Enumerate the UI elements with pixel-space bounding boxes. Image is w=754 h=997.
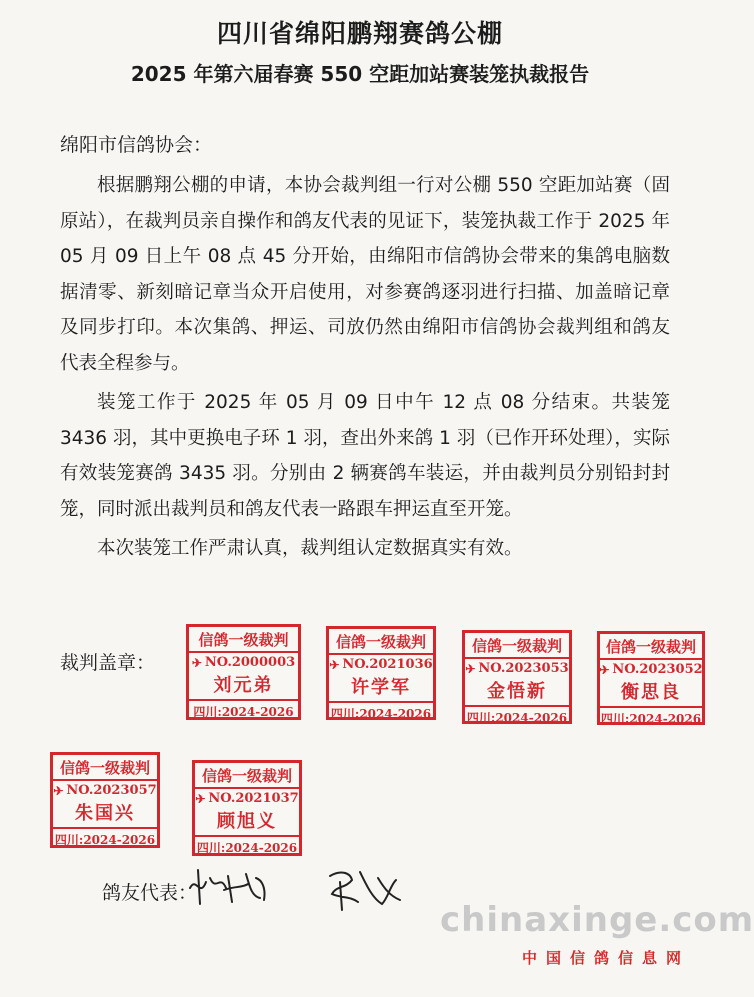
stamp-number: NO.2023053 — [478, 661, 569, 676]
pigeon-icon: ✈ — [195, 791, 206, 806]
pigeon-icon: ✈ — [191, 655, 202, 670]
stamp-number: NO.2000003 — [204, 655, 296, 670]
handwritten-signatures — [190, 858, 450, 918]
salutation: 绵阳市信鸽协会： — [60, 134, 213, 156]
referee-stamp — [50, 752, 160, 848]
stamp-heading: 信鸽一级裁判 — [53, 755, 157, 781]
stamp-name: 朱国兴 — [75, 803, 135, 824]
stamp-name: 金悟新 — [487, 681, 547, 702]
referee-stamp — [462, 630, 572, 724]
report-body — [60, 168, 670, 571]
referee-stamp — [597, 631, 705, 725]
stamp-footer: 四川:2024-2026 — [53, 827, 157, 850]
pigeon-icon: ✈ — [329, 657, 340, 672]
pigeon-icon: ✈ — [53, 783, 64, 798]
site-watermark: chinaxinge.com — [440, 900, 754, 940]
stamp-heading: 信鸽一级裁判 — [329, 629, 433, 655]
stamp-name: 衡思良 — [621, 682, 681, 703]
stamp-footer: 四川:2024-2026 — [195, 835, 299, 858]
referee-stamp — [326, 626, 436, 720]
page-title: 四川省绵阳鹏翔赛鸽公棚 — [216, 19, 503, 48]
stamp-number: NO.2021037 — [208, 791, 299, 806]
stamp-heading: 信鸽一级裁判 — [189, 627, 298, 653]
pigeon-icon: ✈ — [465, 661, 476, 676]
site-watermark-chinese: 中国信鸽信息网 — [522, 949, 691, 967]
referee-stamp — [186, 624, 301, 720]
referee-stamp — [192, 760, 302, 856]
paragraph: 装笼工作于 2025 年 05 月 09 日中午 12 点 08 分结束。共装笼 3436 羽，其中更换电子环 1 羽，查出外来鸽 1 羽（已作开环处理），实际有效装笼赛鸽 3435 羽。分别由 2 辆赛鸽车装运，并由裁判员分别铅封封笼，同时派出裁判员和鸽友代表一路跟车押运直至开笼。 — [60, 392, 670, 520]
stamp-heading: 信鸽一级裁判 — [195, 763, 299, 789]
paragraph: 根据鹏翔公棚的申请，本协会裁判组一行对公棚 550 空距加站赛（固原站），在裁判员亲自操作和鸽友代表的见证下，装笼执裁工作于 2025 年 05 月 09 日上午 08 点 45 分开始，由绵阳市信鸽协会带来的集鸽电脑数据清零、新刻暗记章当众开启使用，对参赛鸽逐羽进行扫描、加盖暗记章及同步打印。本次集鸽、押运、司放仍然由绵阳市信鸽协会裁判组和鸽友代表全程参与。 — [60, 175, 670, 374]
stamp-number: NO.2021036 — [342, 657, 433, 672]
stamp-footer: 四川:2024-2026 — [189, 699, 298, 722]
stamp-number: NO.2023057 — [66, 783, 157, 798]
stamp-name: 顾旭义 — [217, 811, 277, 832]
stamp-heading: 信鸽一级裁判 — [600, 634, 702, 660]
stamp-heading: 信鸽一级裁判 — [465, 633, 569, 659]
stamp-number: NO.2023052 — [612, 662, 703, 677]
pigeon-icon: ✈ — [599, 662, 610, 677]
stamp-footer: 四川:2024-2026 — [465, 705, 569, 728]
stamp-name: 刘元弟 — [213, 675, 274, 696]
referee-stamp-label: 裁判盖章： — [60, 652, 156, 674]
stamp-name: 许学军 — [351, 677, 411, 698]
stamp-footer: 四川:2024-2026 — [600, 706, 702, 729]
report-subtitle: 2025 年第六届春赛 550 空距加站赛装笼执裁报告 — [130, 62, 590, 86]
paragraph: 本次装笼工作严肃认真，裁判组认定数据真实有效。 — [97, 538, 523, 559]
stamp-footer: 四川:2024-2026 — [329, 701, 433, 724]
representative-label: 鸽友代表： — [102, 882, 198, 904]
